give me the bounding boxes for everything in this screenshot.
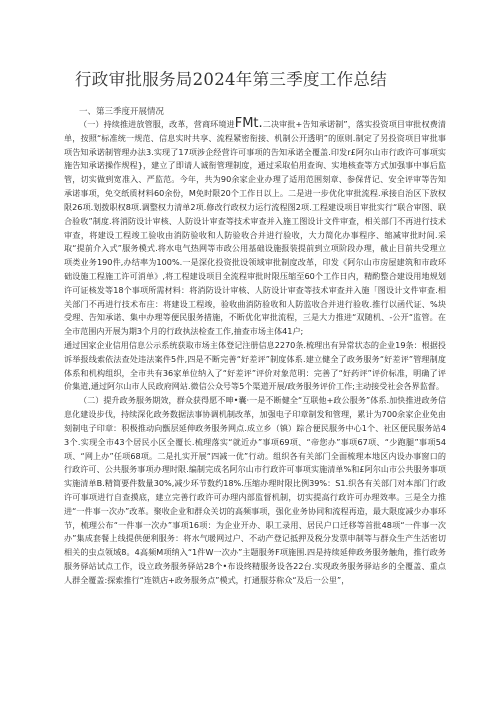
document-title: 行政审批服务局2024年第三季度工作总结 <box>75 70 387 89</box>
document-body <box>64 117 446 588</box>
paragraph-1-lead: （一）持续推进放管服，改革，营商环境进 <box>79 119 235 129</box>
paragraph-1-large-glyphs: FMt. <box>234 116 263 131</box>
paragraph-1 <box>64 117 446 339</box>
paragraph-3: （二）提升政务服务期效，群众获得愿不呻•囊·一是不断健全“互联他+政公服务”体系.加快推进政务信息化建设步伐，持续深化政务数据法事协调机制改革，加强电子印章制发和管理，累计为700余家企业免由刻制电子印章：积极推动向甑层延伸政务服务网点.成立乡（镇）踪合便民服务中心1个、社区便民服务站43个.实现全市43个居民小区全覆长.梳理落实“就近办”事项69项、“帝您办”事项67项、“少跑腿”事项54项、“网上办”任项68项。二是扎实开展“四减一优”行动。组织各有关部门全面梳理本地区内设办事窗口的行政许可、公共服务事项办理时限.编制完成名阿尔山市行政许可事项实施清单%和£阿尔山市公共服务事项实施清单B.精简要件数量30%,减少环节数约18%.压缩办理时限比例39%：S1.织各有关部门对本部门行政许可事项进行自查摸底，建立完善行政许可办理内部监督机制，切实提高行政许可办理效率。三是全力推进“一件事一次办”改革。聚收企业和群众关切的高频事项，强化业务协同和流程再造，最大限度减少办事环节，梳理公布“一件事一次办”事项16项：为企业开办、职工录用、居民户口迁移等首批48项“一件事一次办”集成套餐上线提供便利服务：将水气暖网过户、不动产登记抵押及税分发票申制等与群众生产生活密切相关的虫点领域8。4高频M项纳入“1件W一次办”主题服务F项施围.四是持续延伸政务服务触角，推行政务服务驿站试点工作，设立政务服务驿站28个•布设终精服务设各22台.实现政务服务驿站乡的全覆盖、重点人群全覆盖:探索推行“连锁店+政务服务点”模式，打通服芬称众“及后一公里”， <box>64 395 446 585</box>
paragraph-1-rest: 二决审批+告知承诺制”，落实投资项目审批权费清单，按照“标准统一规范、信息实时共享、流程紧密衔接、机制公开透明”的原则.制定了另投资项目审批事项告知承诺制管理办法3.实现了17项涉企经营许可事项的告知承诺全覆盖.印发r£阿尔山市行政许可事项实施告知承诺操作规程}，建立了即请人诚衔管理制度，通过采取伯用查询、实地核查等方式加强事中事后监管，切实做到宽准入、严监范。今年，共为90余家企业办理了适用范围刻章、参保背记、安全评审等告知承诺事项，免交纸质材料60余份，M免时限20个工作日以上。二是进一步优化审批流程.承接自治区下放权限26项.划拨职权8项.调整权力清单2项.修改行政权力运行流程图2项.工程建设项目审批实行“联合审图、联合验收”制度.将消防设计审核、人防设计审查等技术审查并入施工图设计文件审查，相关部门不再进行技术审查，将建设工程竣工验收由消防验收和人防验收合并进行验收，大力简化办事程序、缩减审批时间.采取“提前介入式”服务模式.将水电气热网等市政公用基础设施报装提前到立项阶段办理，截止目前共受理立项类业务190件,办结率为100%.一是深化投资批设领域审批制度改革，印发《阿尔山市房屋建筑和市政环础设施工程施工许可消单》,将工程建设项目全流程审批时限压缩至60个工作日内，精酌整合建设用地规划许可证核发等18个事项所需材料：将消防设计审核、人防设计审查等技术审查并入施「图设计文件审查.相关部门不再进行技术布庄：将建设工程竣，验收曲消防验收和人防监收合并进行验收.推行以函代证、%块受理、告知承诺、集中办理等便民服务措施，不断优化审批流程，三是大力推进“双随机、-公开“监管。在全市范围内开展为期3个月的行政执法检查工作,抽查市场主体41户; <box>64 119 446 337</box>
paragraph-2: 通过国家企业信用信息公示系统获取市场主体登记注册信息2270条.梳理出有异常状态的企业19条：根据投诉举报线索依法查处违法案件5件,四是不断完善“好差评”制度体系.建立健全了政务服务“好差评”管理制度体系和机构组织，全市共有36家单位纳入了“好差评”评价对象范明：完善了“好药评”评价标准，明确了评价集道,通过阿尔山市人民政府网站.微信公众号等5个渠道开展/政务服务评价工作;主动接受社会各界监督。 <box>64 340 446 392</box>
section-heading: 一、第三季度开展情况 <box>79 107 165 117</box>
